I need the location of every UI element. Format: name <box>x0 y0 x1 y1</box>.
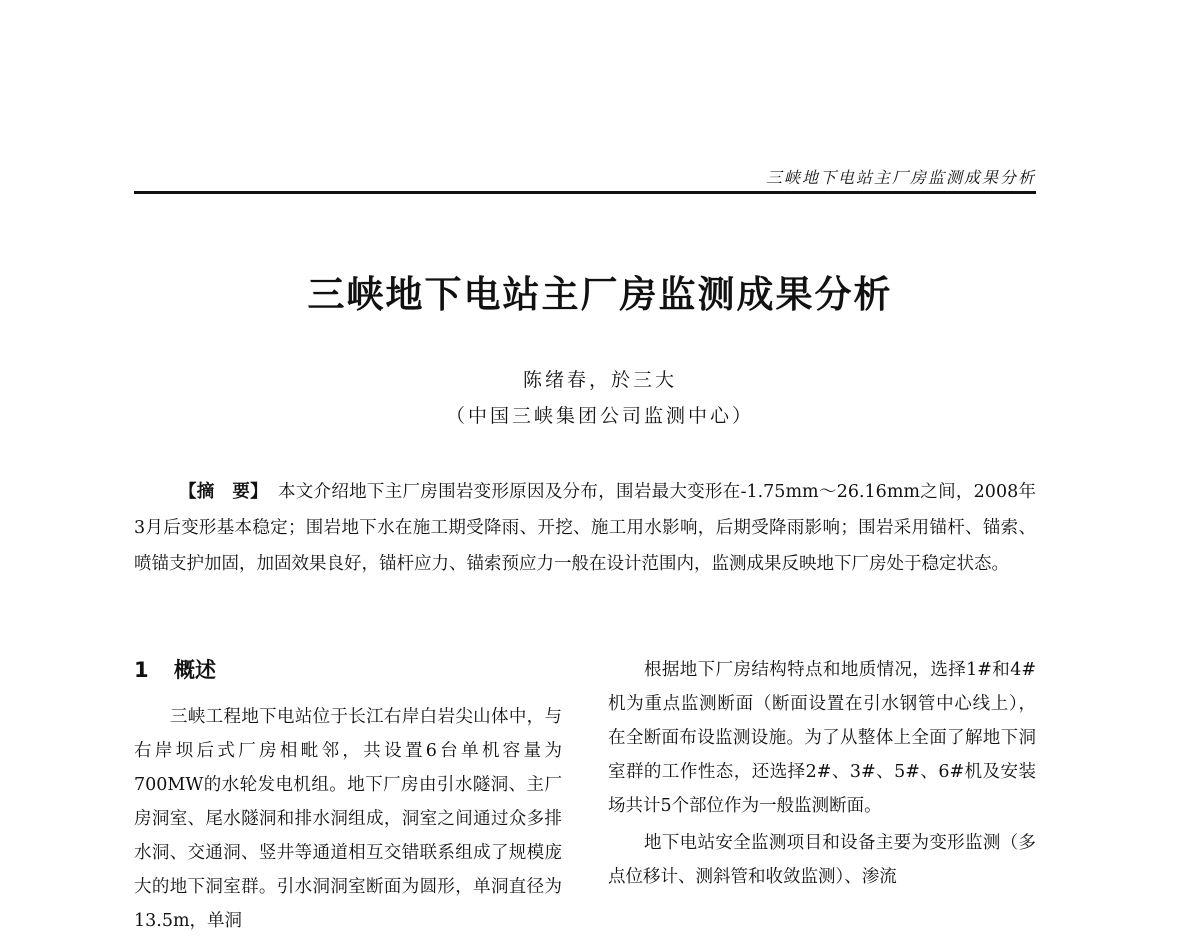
affiliation: （中国三峡集团公司监测中心） <box>445 405 754 427</box>
section-title: 概述 <box>174 658 216 682</box>
monitoring-items-paragraph: 地下电站安全监测项目和设备主要为变形监测（多点位移计、测斜管和收敛监测）、渗流 <box>608 833 1036 887</box>
header-rule <box>134 191 1036 194</box>
monitoring-section-paragraph: 根据地下厂房结构特点和地质情况，选择1#和4#机为重点监测断面（断面设置在引水钢管中心线上），在全断面布设监测设施。为了从整体上全面了解地下洞室群的工作性态，还选择2#、3#、5#、6#机及安装场共计5个部位作为一般监测断面。 <box>608 660 1036 816</box>
paper-title: 三峡地下电站主厂房监测成果分析 <box>307 272 893 316</box>
authors: 陈绪春，於三大 <box>522 369 677 391</box>
section-number: 1 <box>134 658 149 682</box>
right-column <box>608 650 1036 894</box>
running-header: 三峡地下电站主厂房监测成果分析 <box>765 168 1036 187</box>
abstract-label: 【摘 要】 <box>179 482 268 502</box>
overview-paragraph: 三峡工程地下电站位于长江右岸白岩尖山体中，与右岸坝后式厂房相毗邻，共设置6台单机容量为700MW的水轮发电机组。地下厂房由引水隧洞、主厂房洞室、尾水隧洞和排水洞组成，洞室之间通过众多排水洞、交通洞、竖井等通道相互交错联系组成了规模庞大的地下洞室群。引水洞洞室断面为圆形，单洞直径为13.5m，单洞 <box>134 707 562 931</box>
section-heading <box>134 650 562 700</box>
abstract <box>134 474 1036 582</box>
left-column <box>134 650 562 938</box>
abstract-text: 本文介绍地下主厂房围岩变形原因及分布，围岩最大变形在-1.75mm～26.16mm之间，2008年3月后变形基本稳定；围岩地下水在施工期受降雨、开挖、施工用水影响，后期受降雨影响；围岩采用锚杆、锚索、喷锚支护加固，加固效果良好，锚杆应力、锚索预应力一般在设计范围内，监测成果反映地下厂房处于稳定状态。 <box>134 482 1037 574</box>
